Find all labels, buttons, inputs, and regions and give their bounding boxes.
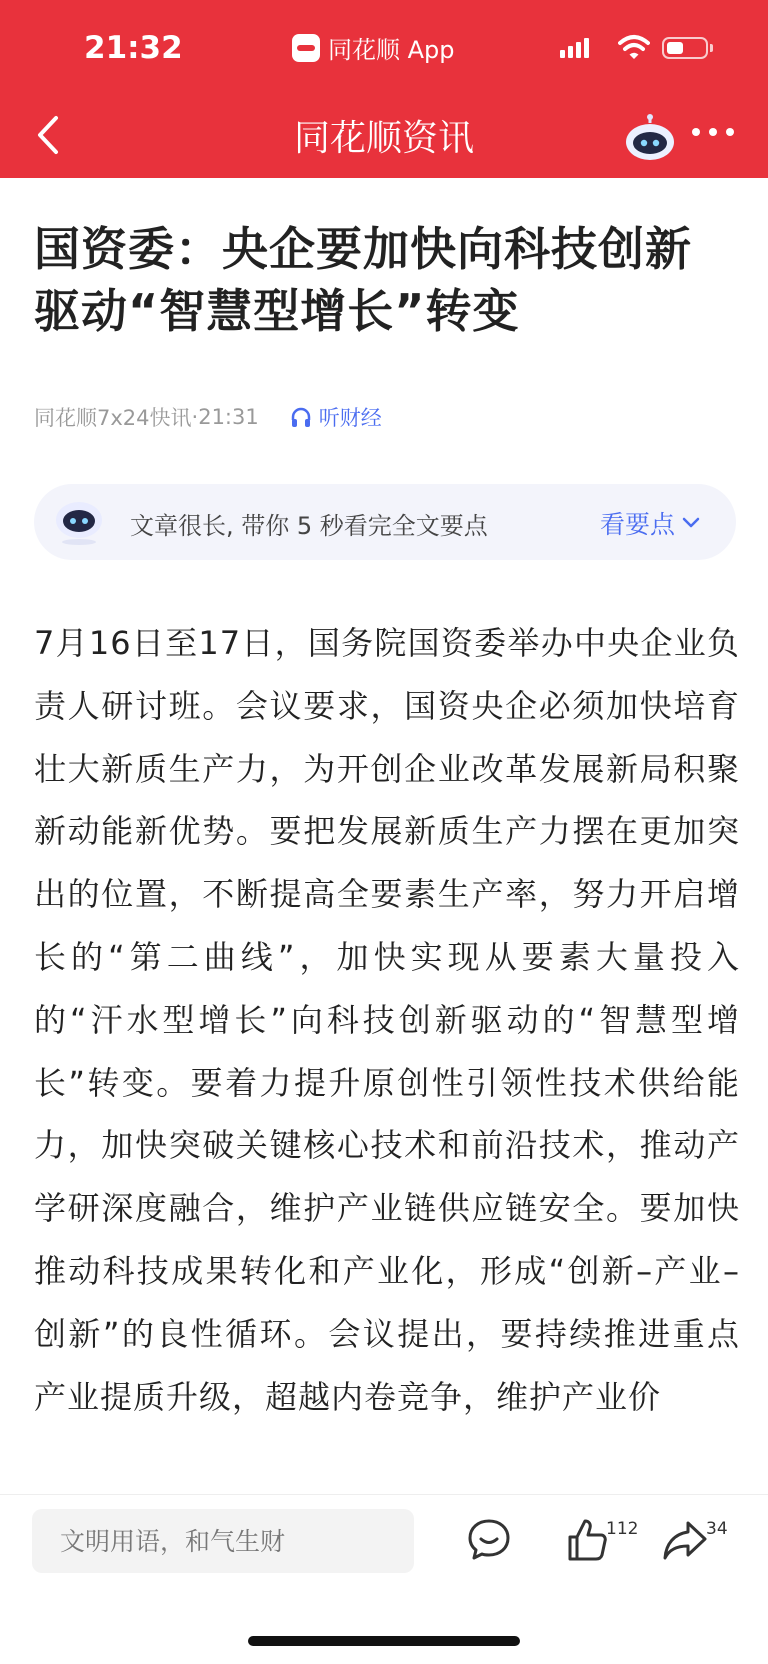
headphones-icon bbox=[289, 405, 313, 429]
meta-separator: · bbox=[191, 405, 199, 429]
app-header bbox=[0, 0, 768, 178]
article-time: 21:31 bbox=[198, 405, 259, 429]
more-options-button[interactable] bbox=[692, 128, 734, 140]
article-body: 7月16日至17日，国务院国资委举办中央企业负责人研讨班。会议要求，国资央企必须加快培育壮大新质生产力，为开创企业改革发展新局积聚新动能新优势。要把发展新质生产力摆在更加突出的位置，不断提高全要素生产率，努力开启增长的“第二曲线”，加快实现从要素大量投入的“汗水型增长”向科技创新驱动的“智慧型增长”转变。要着力提升原创性引领性技术供给能力，加快突破关键核心技术和前沿技术，推动产学研深度融合，维护产业链供应链安全。要加快推动科技成果转化和产业化，形成“创新–产业–创新”的良性循环。会议提出，要持续推进重点产业提质升级，超越内卷竞争，维护产业价 bbox=[34, 624, 740, 1416]
view-key-points-label: 看要点 bbox=[600, 510, 676, 539]
status-time: 21:32 bbox=[84, 30, 183, 66]
ai-assistant-icon[interactable] bbox=[624, 114, 676, 162]
chevron-down-icon bbox=[681, 516, 701, 530]
battery-icon bbox=[662, 37, 708, 59]
cellular-signal-icon bbox=[560, 38, 589, 58]
summary-prompt: 文章很长, 带你 5 秒看完全文要点 bbox=[130, 512, 488, 540]
status-app-label: 同花顺 App bbox=[328, 36, 455, 64]
comment-input[interactable] bbox=[32, 1509, 414, 1573]
article-title: 国资委：央企要加快向科技创新驱动“智慧型增长”转变 bbox=[34, 222, 692, 338]
share-icon[interactable] bbox=[660, 1515, 710, 1565]
like-count: 112 bbox=[606, 1519, 639, 1539]
share-count: 34 bbox=[706, 1519, 728, 1539]
page-title: 同花顺资讯 bbox=[293, 118, 474, 159]
article-source: 同花顺7x24快讯 bbox=[34, 406, 192, 430]
home-indicator bbox=[248, 1636, 520, 1646]
ai-summary-bar[interactable] bbox=[34, 484, 736, 560]
status-app-indicator[interactable] bbox=[292, 30, 455, 65]
wifi-icon bbox=[618, 34, 650, 62]
comment-icon[interactable] bbox=[464, 1515, 514, 1565]
listen-button[interactable] bbox=[289, 402, 382, 432]
view-key-points-button[interactable] bbox=[600, 505, 701, 541]
article-meta bbox=[34, 402, 382, 432]
content-fade bbox=[0, 1440, 768, 1496]
battery-tip bbox=[710, 44, 713, 52]
ai-robot-icon bbox=[54, 498, 104, 546]
listen-label: 听财经 bbox=[318, 406, 382, 430]
like-icon[interactable] bbox=[562, 1515, 612, 1565]
app-logo-icon bbox=[292, 34, 320, 62]
